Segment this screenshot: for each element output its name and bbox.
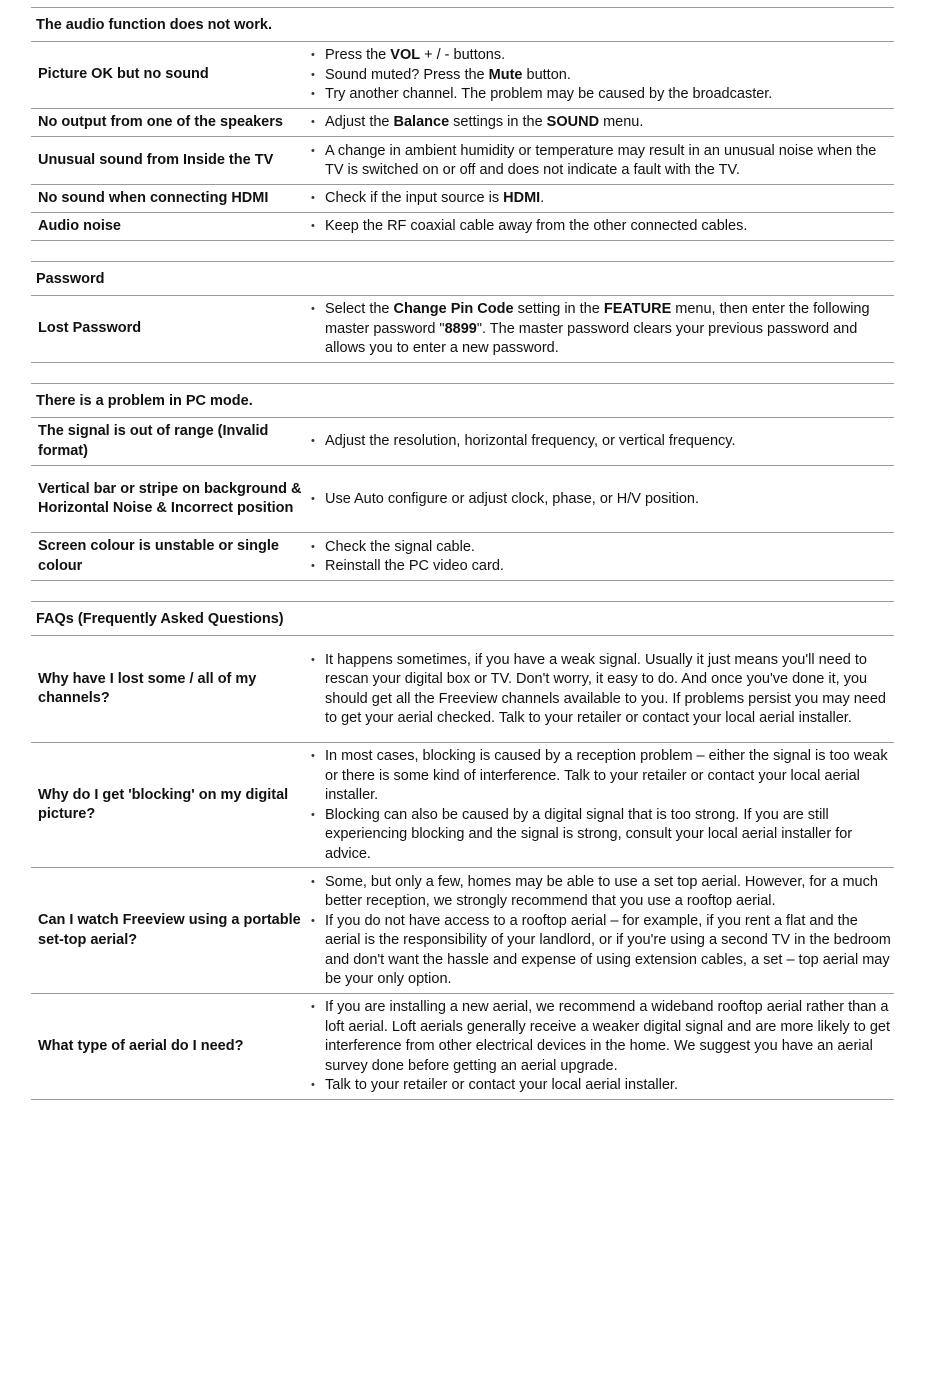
solution-item (303, 998, 894, 1076)
emphasis-text: 8899 (444, 320, 477, 337)
table-row (31, 296, 894, 363)
table-row (31, 137, 894, 185)
solution-text: button. (522, 66, 571, 83)
table-row (31, 868, 894, 994)
solution-text: It happens sometimes, if you have a weak signal. Usually it just means you'll need to rescan your digital box or TV. Don't worry, it easy to do. And once you've done it, you should get all the Freeview channels available to you. If problems persist you may need to get your aerial checked. Talk to your retailer or contact your local aerial installer. (325, 651, 886, 726)
symptom-label: Can I watch Freeview using a portable set-top aerial? (38, 912, 301, 948)
table-row (31, 743, 894, 868)
table-row (31, 42, 894, 109)
section-the-audio-function-does-not-work (31, 7, 894, 241)
solution-list (303, 300, 894, 359)
symptom-label: No output from one of the speakers (38, 113, 283, 130)
solution-text: Reinstall the PC video card. (325, 558, 504, 574)
solution-list (303, 189, 894, 209)
solution-text: . (540, 190, 545, 207)
solution-item (303, 651, 894, 729)
table-row (31, 994, 894, 1100)
solution-item (303, 142, 894, 181)
symptom-label: Vertical bar or stripe on background & Horizontal Noise & Incorrect position (38, 480, 302, 516)
solution-text: Keep the RF coaxial cable away from the other connected cables. (325, 218, 748, 235)
solution-cell (303, 185, 894, 212)
solution-item (303, 806, 894, 865)
solution-cell (303, 486, 894, 513)
solution-text: Adjust the (325, 114, 394, 131)
solution-list (303, 432, 894, 452)
table-row (31, 533, 894, 581)
solution-item (303, 217, 894, 237)
symptom-label: Screen colour is unstable or single colour (38, 538, 279, 574)
solution-item (303, 46, 894, 66)
section-faqs-frequently-asked-questions (31, 601, 894, 1100)
symptom-label: No sound when connecting HDMI (38, 189, 269, 206)
symptom-label: Why do I get 'blocking' on my digital picture? (38, 786, 289, 822)
solution-item (303, 1076, 894, 1096)
solution-cell (303, 869, 894, 993)
solution-cell (303, 534, 894, 580)
solution-text: If you are installing a new aerial, we recommend a wideband rooftop aerial rather than a loft aerial. Loft aerials generally receive a weaker digital signal and are more likely to get interference from other electrical devices in the home. We suggest you have an aerial survey done before getting an aerial upgrade. (325, 999, 890, 1074)
solution-text: menu, then enter the following master password " (325, 301, 870, 337)
table-row (31, 109, 894, 137)
symptom-label: What type of aerial do I need? (38, 1037, 244, 1054)
solution-item (303, 538, 894, 558)
table-row (31, 213, 894, 241)
solution-text: Try another channel. The problem may be caused by the broadcaster. (325, 86, 773, 103)
solution-item (303, 873, 894, 912)
section-title: The audio function does not work. (31, 7, 894, 42)
section-password (31, 261, 894, 363)
solution-list (303, 142, 894, 181)
solution-text: Some, but only a few, homes may be able to use a set top aerial. However, for a much better reception, we strongly recommend that you use a rooftop aerial. (325, 873, 878, 909)
solution-text: Use Auto configure or adjust clock, phase, or H/V position. (325, 490, 699, 507)
table-row (31, 185, 894, 213)
solution-cell (303, 109, 894, 136)
emphasis-text: HDMI (503, 190, 541, 207)
solution-text: Adjust the resolution, horizontal frequency, or vertical frequency. (325, 433, 736, 450)
solution-list (303, 46, 894, 105)
solution-text: In most cases, blocking is caused by a reception problem – either the signal is too weak or there is some kind of interference. Talk to your retailer or contact your local aerial installer. (325, 748, 888, 803)
table-row (31, 466, 894, 533)
solution-list (303, 217, 894, 237)
table-row (31, 636, 894, 743)
solution-item (303, 557, 894, 577)
solution-list (303, 538, 894, 577)
solution-text: Talk to your retailer or contact your local aerial installer. (325, 1077, 678, 1094)
symptom-label: Unusual sound from Inside the TV (38, 151, 274, 168)
solution-list (303, 651, 894, 729)
emphasis-text: SOUND (546, 114, 600, 131)
solution-list (303, 113, 894, 133)
section-title: There is a problem in PC mode. (31, 383, 894, 418)
solution-text: Select the (325, 301, 394, 318)
solution-text: A change in ambient humidity or temperature may result in an unusual noise when the TV is switched on or off and does not indicate a fault with the TV. (325, 142, 877, 178)
solution-item (303, 113, 894, 133)
symptom-label: Why have I lost some / all of my channels? (38, 670, 257, 706)
solution-text: If you do not have access to a rooftop aerial – for example, if you rent a flat and the aerial is the responsibility of your landlord, or if you're using a second TV in the bedroom and don't want the hassle and expense of using extension cables, a set – top aerial may be your only option. (325, 912, 891, 987)
solution-list (303, 873, 894, 990)
symptom-label: Picture OK but no sound (38, 66, 209, 83)
solution-item (303, 747, 894, 806)
solution-text: Sound muted? Press the (325, 66, 489, 83)
section-there-is-a-problem-in-pc-mode (31, 383, 894, 581)
section-title: FAQs (Frequently Asked Questions) (31, 601, 894, 636)
emphasis-text: VOL (390, 47, 421, 64)
section-title: Password (31, 261, 894, 296)
emphasis-text: Balance (393, 114, 450, 131)
symptom-label: Audio noise (38, 217, 121, 234)
solution-text: Check the signal cable. (325, 538, 475, 555)
solution-item (303, 66, 894, 86)
solution-cell (303, 428, 894, 455)
solution-list (303, 490, 894, 510)
solution-text: settings in the (449, 114, 547, 131)
solution-cell (303, 138, 894, 184)
solution-cell (303, 42, 894, 108)
solution-item (303, 300, 894, 359)
symptom-label: Lost Password (38, 320, 142, 337)
troubleshooting-document (31, 7, 894, 1120)
symptom-label: The signal is out of range (Invalid format) (38, 423, 269, 459)
solution-cell (303, 296, 894, 362)
solution-item (303, 189, 894, 209)
solution-item (303, 85, 894, 105)
emphasis-text: FEATURE (603, 301, 672, 318)
solution-item (303, 432, 894, 452)
solution-text: Blocking can also be caused by a digital signal that is too strong. If you are still experiencing blocking and the signal is strong, consult your local aerial installer for advice. (325, 806, 853, 862)
solution-text: Press the (325, 47, 391, 64)
solution-text: + / - buttons. (420, 47, 506, 64)
table-row (31, 418, 894, 466)
solution-text: setting in the (513, 301, 604, 318)
solution-cell (303, 994, 894, 1099)
solution-text: menu. (599, 114, 644, 131)
solution-cell (303, 743, 894, 867)
solution-cell (303, 213, 894, 240)
solution-text: ". The master password clears your previous password and allows you to enter a new password. (325, 320, 858, 357)
emphasis-text: Change Pin Code (393, 301, 514, 318)
solution-text: Check if the input source is (325, 190, 504, 207)
solution-item (303, 912, 894, 990)
solution-item (303, 490, 894, 510)
solution-list (303, 747, 894, 864)
emphasis-text: Mute (488, 66, 523, 83)
solution-cell (303, 647, 894, 732)
solution-list (303, 998, 894, 1096)
